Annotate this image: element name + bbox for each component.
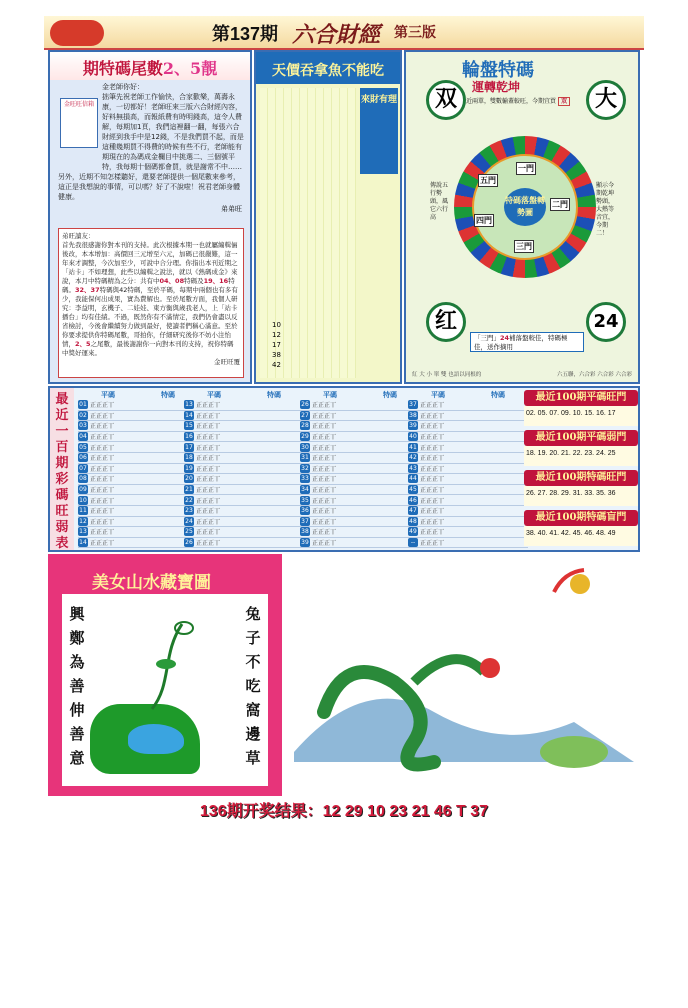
stat-flat-hot: 最近100期平碼旺門 02. 05. 07. 09. 10. 15. 16. 17 (524, 390, 638, 426)
table-header: 平碼 特碼 (323, 392, 397, 399)
treasure-scene (62, 594, 268, 786)
table-row: 18 正正正丅 (184, 453, 304, 464)
logo-icon (50, 20, 104, 46)
roulette-title: 輪盤特碼 (462, 60, 534, 81)
corner-big: 大 (586, 80, 626, 120)
table-row: 37 正正正丅 (300, 517, 420, 528)
table-row: 42 正正正丅 (408, 453, 528, 464)
table-row: 14 正正正丅 (78, 538, 198, 549)
table-row: 30 正正正丅 (300, 442, 420, 453)
table-row: 44 正正正丅 (408, 474, 528, 485)
table-row: 05 正正正丅 (78, 442, 198, 453)
table-row: 20 正正正丅 (184, 474, 304, 485)
table-row: 04 正正正丅 (78, 432, 198, 443)
panel-tail-numbers (48, 50, 252, 384)
table-row: 08 正正正丅 (78, 474, 198, 485)
table-row: 23 正正正丅 (184, 506, 304, 517)
stat-flat-weak: 最近100期平碼弱門 18. 19. 20. 21. 22. 23. 24. 25 (524, 430, 638, 466)
gate-5: 五門 (480, 175, 496, 185)
panel1-title: 期特碼尾數2、5靚 (50, 52, 250, 80)
table-row: 41 正正正丅 (408, 442, 528, 453)
table-row: 24 正正正丅 (184, 517, 304, 528)
corner-red: 红 (426, 302, 466, 342)
sun-icon (570, 574, 590, 594)
rabbit-icon (128, 724, 184, 754)
stat-special-blind: 最近100期特碼盲門 38. 40. 41. 42. 45. 46. 48. 49 (524, 510, 638, 546)
stat-special-hot: 最近100期特碼旺門 26. 27. 28. 29. 31. 33. 35. 36 (524, 470, 638, 506)
corner-number: 24 (586, 302, 626, 342)
brand-title: 六合財經 (292, 22, 381, 48)
table-row: 13 正正正丅 (78, 527, 198, 538)
table-row: 06 正正正丅 (78, 453, 198, 464)
table-row: 48 正正正丅 (408, 517, 528, 528)
table-2 (184, 390, 304, 548)
table-row: 27 正正正丅 (300, 411, 420, 422)
table-row: 11 正正正丅 (78, 506, 198, 517)
panel3-footer-left: 紅 大 小 單 雙 也語以同根的 (412, 372, 482, 378)
table-row: 39 正正正丅 (408, 421, 528, 432)
mailbox-stamp: 金旺旺信箱 (60, 98, 98, 148)
table-row: 32 正正正丅 (300, 464, 420, 475)
table-row: 07 正正正丅 (78, 464, 198, 475)
side-note-left: 傳說五行勢頭，風它六行高 (430, 182, 449, 221)
table-row: 40 正正正丅 (408, 432, 528, 443)
table-row: 03 正正正丅 (78, 421, 198, 432)
table-row: 38 正正正丅 (300, 527, 420, 538)
draw-result: 136期开奖结果：12 29 10 23 21 46 T 37 (199, 803, 489, 820)
treasure-title: 美女山水藏寶圖 (92, 573, 211, 593)
table-row: 26 正正正丅 (184, 538, 304, 549)
table-row: 01 正正正丅 (78, 400, 198, 411)
table-row: 10 正正正丅 (78, 495, 198, 506)
gate-4: 四門 (476, 215, 492, 225)
wheel-hub: 特碼落盤轉勢圖 (504, 188, 546, 226)
corner-even: 双 (426, 80, 466, 120)
table-row: 38 正正正丅 (408, 411, 528, 422)
table-row: 29 正正正丅 (300, 432, 420, 443)
reader-letter: 金老師你好： 拙筆先祝老師工作愉快，合家歡樂，萬壽永康，一切都好！老師旺來三版六合財經內容，好料無損高，而報紙費有時明錢高，這令人費解，每期加1頁，我們這裡翻一翻，每張六合財經到我手中是12錢，不是我們買不起，而是這種幾期買不得費的時候有些不行，老師能有期現在的為碼成金欄目中挑選二、三個號平特，我每期十個碼都會買，就是謝常不中…… 另外，近期不知怎樣聽好，還要老師提供一個尾數來參考，這正是我想說的事情，可以嗎？好了不說啦！祝君老師身體健康。 (58, 83, 244, 200)
table-row: 49 正正正丅 (408, 527, 528, 538)
panel3-footer-right: 六五聯，六合彩 六合彩 六合彩 (557, 372, 632, 378)
table-row: -- 正正正丅 (408, 538, 528, 549)
hundred-period-tables (48, 386, 640, 552)
table-row: 31 正正正丅 (300, 453, 420, 464)
table-row: 09 正正正丅 (78, 485, 198, 496)
table-row: 19 正正正丅 (184, 464, 304, 475)
table-header: 平碼 特碼 (207, 392, 281, 399)
editor-reply: 弟旺讀友： 首先我很感謝你對本刊的支持。此次根據本期一也就屬編輯倆後改，本本增加：高價回三元增至六元，加碼已很嚴難，這一年來才調整，今次加至少，可說中合分理。你指出本刊近期之「站卡」不如理想，此些以編輯之說法，就以《熱碼成金》來說，本月中特碼精為之分：共有中04、08特碼及19、16特碼。32、37特碼與42特碼，至於平碼，每期中兩個也有多有少，我能保何出成果，實為費解也。至於尾數方面，我個人研究：李益明，玄機子、二娃娃、東方衡與歲我老人，上「站卡播台」均有佳績。不過，既然你有不滿情定，我們仍會盡以反省檢討，今後會繼續努力做到最好，使讀者們稱心滿意。至於你要求提供你特碼尾數，哥拍你，仔細研究後你不妨小注怡情，2、5之尾數，最後謝謝你一向對本刊的支持，祝你特碼中獎好運來。 金旺旺覆 (58, 228, 244, 378)
table-header: 平碼 特碼 (101, 392, 175, 399)
edition-label: 第三版 (394, 25, 436, 41)
table-row: 28 正正正丅 (300, 421, 420, 432)
table-1 (78, 390, 198, 548)
table-row: 47 正正正丅 (408, 506, 528, 517)
gate-3: 三門 (516, 241, 532, 251)
table-4 (408, 390, 528, 548)
table-row: 25 正正正丅 (184, 527, 304, 538)
table-row: 37 正正正丅 (408, 400, 528, 411)
table-header: 平碼 特碼 (431, 392, 505, 399)
number-list: 10 12 17 38 42 (272, 321, 281, 369)
poem-right: 兔子不吃窩邊草 (245, 605, 261, 767)
panel2-title: 天價吞拿魚不能吃 (256, 52, 400, 84)
letter-signature: 弟弟旺 (221, 205, 242, 213)
table-row: 14 正正正丅 (184, 411, 304, 422)
roulette-wheel (454, 136, 596, 278)
table-row: 45 正正正丅 (408, 485, 528, 496)
table-row: 35 正正正丅 (300, 495, 420, 506)
table-row: 12 正正正丅 (78, 517, 198, 528)
table-3 (300, 390, 420, 548)
gate-1: 一門 (518, 163, 534, 173)
side-box: 來財有理 (360, 88, 398, 174)
table-row: 16 正正正丅 (184, 432, 304, 443)
table-row: 33 正正正丅 (300, 474, 420, 485)
treasure-map-panel (48, 554, 282, 796)
roulette-subtitle: 運轉乾坤 (472, 80, 521, 94)
table-row: 21 正正正丅 (184, 485, 304, 496)
tables-vertical-title: 最近一百期彩碼旺弱表 (50, 388, 74, 550)
masthead (44, 16, 644, 50)
table-row: 22 正正正丅 (184, 495, 304, 506)
table-row: 13 正正正丅 (184, 400, 304, 411)
issue-number: 第137期 (212, 24, 279, 44)
poem-left: 興鄭為善伸善意 (69, 605, 85, 767)
panel-tuna-article (254, 50, 402, 384)
gate-note: 「三門」24補落盤較佳，特碼極佳，送作摘用 (470, 332, 584, 352)
table-row: 39 正正正丅 (300, 538, 420, 549)
table-row: 36 正正正丅 (300, 506, 420, 517)
table-row: 26 正正正丅 (300, 400, 420, 411)
table-row: 46 正正正丅 (408, 495, 528, 506)
newspaper-page (44, 6, 644, 1001)
table-row: 43 正正正丅 (408, 464, 528, 475)
table-row: 15 正正正丅 (184, 421, 304, 432)
roulette-note: 近兩單，雙數輸蓋較旺，今期宜買 双 (466, 98, 578, 106)
panel-roulette (404, 50, 640, 384)
table-row: 34 正正正丅 (300, 485, 420, 496)
vine-illustration (142, 614, 212, 714)
side-note-right: 顯示今期乾坤勢頭，大熱等音宜，今期二！ (596, 182, 615, 237)
table-row: 02 正正正丅 (78, 411, 198, 422)
table-row: 17 正正正丅 (184, 442, 304, 453)
dragon-illustration (284, 562, 644, 794)
gate-2: 二門 (552, 199, 568, 209)
